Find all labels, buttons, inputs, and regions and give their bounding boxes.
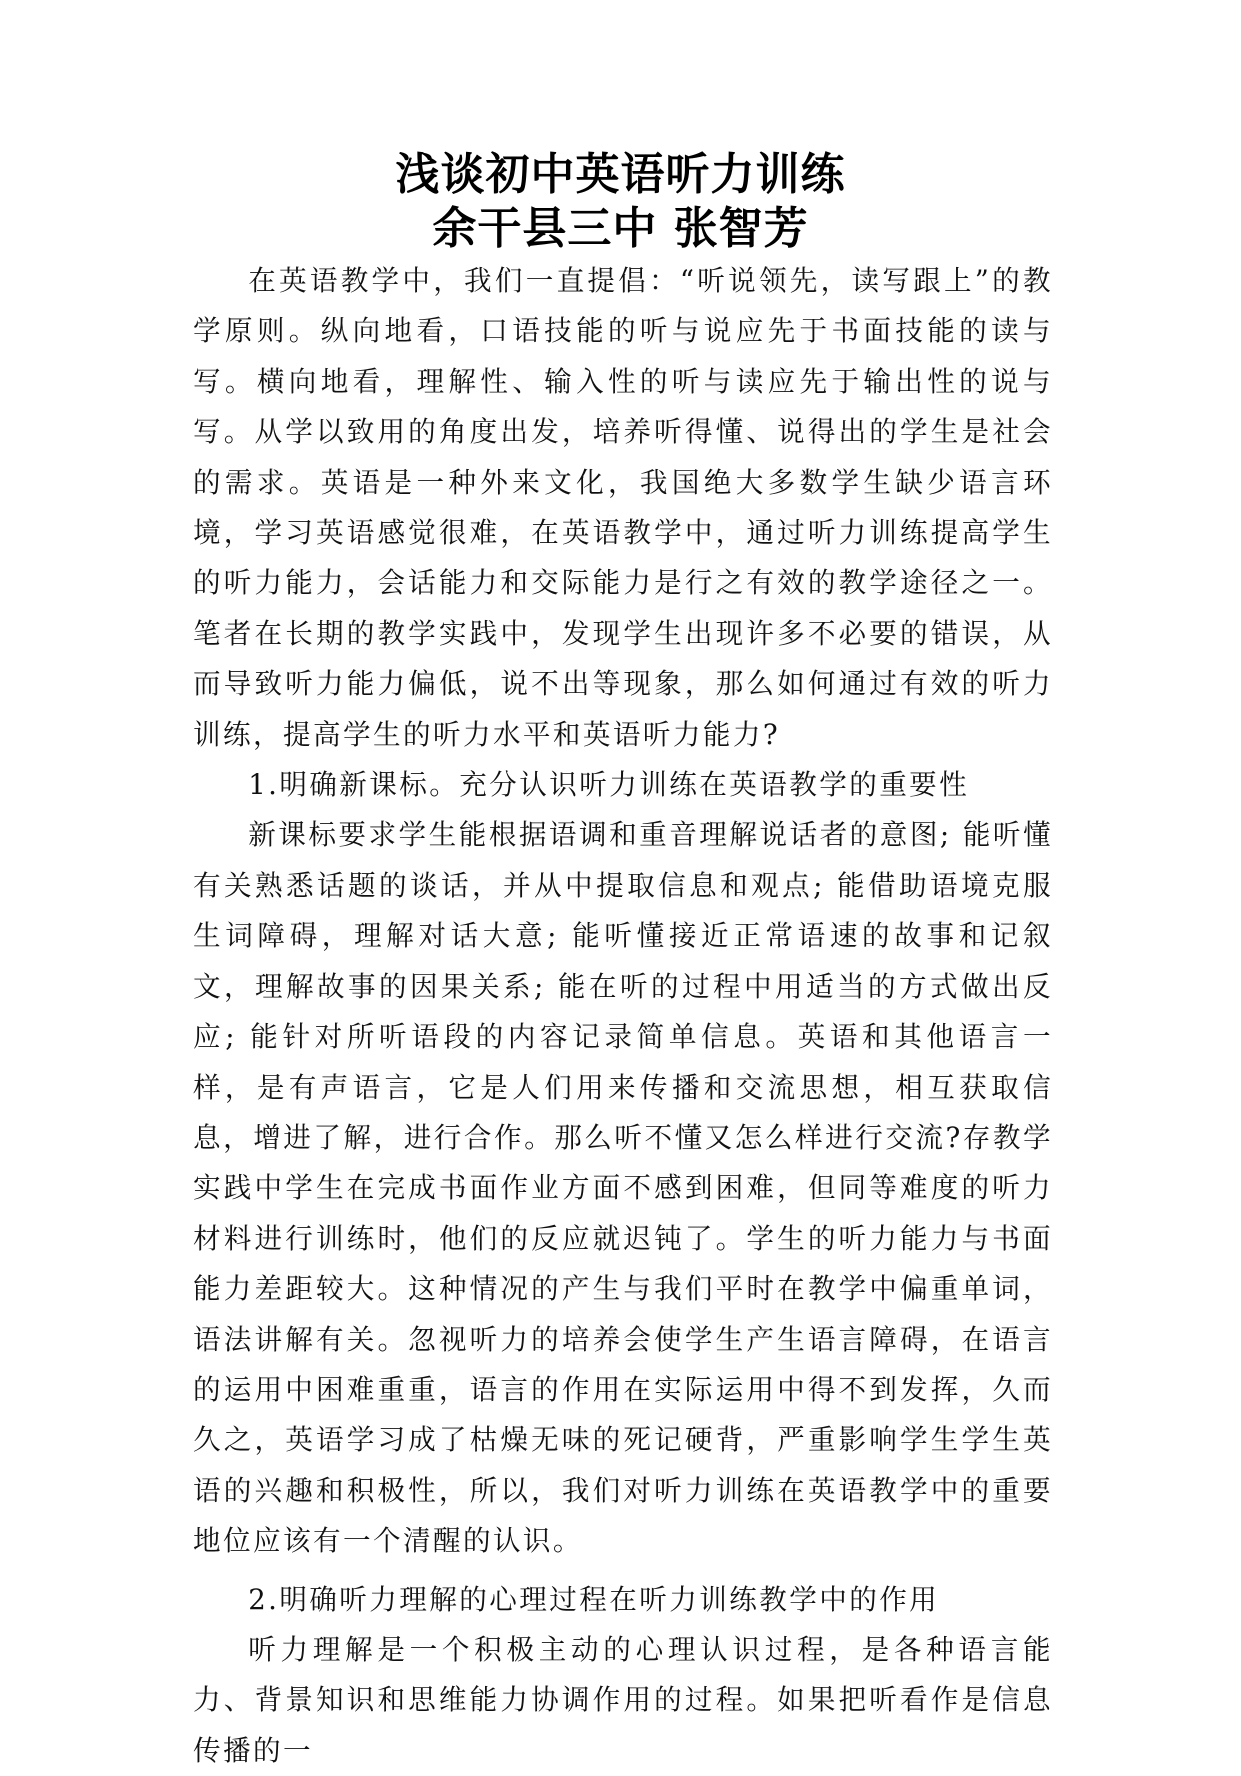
title-block <box>0 148 1241 256</box>
section-2-paragraph: 听力理解是一个积极主动的心理认识过程，是各种语言能力、背景知识和思维能力协调作用的过程。如果把听看作是信息传播的一 <box>193 1632 1053 1767</box>
author-line: 余干县三中 张智芳 <box>432 203 809 254</box>
section-heading-2: 2.明确听力理解的心理过程在听力训练教学中的作用 <box>248 1582 940 1616</box>
intro-paragraph: 在英语教学中，我们一直提倡：“听说领先，读写跟上”的教学原则。纵向地看，口语技能的听与说应先于书面技能的读与写。横向地看，理解性、输入性的听与读应先于输出性的说与写。从学以致用的角度出发，培养听得懂、说得出的学生是社会的需求。英语是一种外来文化，我国绝大多数学生缺少语言环境，学习英语感觉很难，在英语教学中，通过听力训练提高学生的听力能力，会话能力和交际能力是行之有效的教学途径之一。笔者在长期的教学实践中，发现学生出现许多不必要的错误，从而导致听力能力偏低，说不出等现象，那么如何通过有效的听力训练，提高学生的听力水平和英语听力能力? <box>193 264 1053 751</box>
body-text <box>193 256 1053 1776</box>
section-1-paragraph: 新课标要求学生能根据语调和重音理解说话者的意图; 能听懂有关熟悉话题的谈话，并从中提取信息和观点; 能借助语境克服生词障碍，理解对话大意; 能听懂接近正常语速的故事和记叙文，理解故事的因果关系; 能在听的过程中用适当的方式做出反应; 能针对所听语段的内容记录简单信息。英语和其他语言一样，是有声语言，它是人们用来传播和交流思想，相互获取信息，增进了解，进行合作。那么听不懂又怎么样进行交流?存教学实践中学生在完成书面作业方面不感到困难，但同等难度的听力材料进行训练时，他们的反应就迟钝了。学生的听力能力与书面能力差距较大。这种情况的产生与我们平时在教学中偏重单词，语法讲解有关。忽视听力的培养会使学生产生语言障碍，在语言的运用中困难重重，语言的作用在实际运用中得不到发挥，久而久之，英语学习成了枯燥无味的死记硬背，严重影响学生学生英语的兴趣和积极性，所以，我们对听力训练在英语教学中的重要地位应该有一个清醒的认识。 <box>193 818 1053 1558</box>
section-heading-1: 1.明确新课标。充分认识听力训练在英语教学的重要性 <box>248 768 970 802</box>
document-title: 浅谈初中英语听力训练 <box>395 149 846 200</box>
